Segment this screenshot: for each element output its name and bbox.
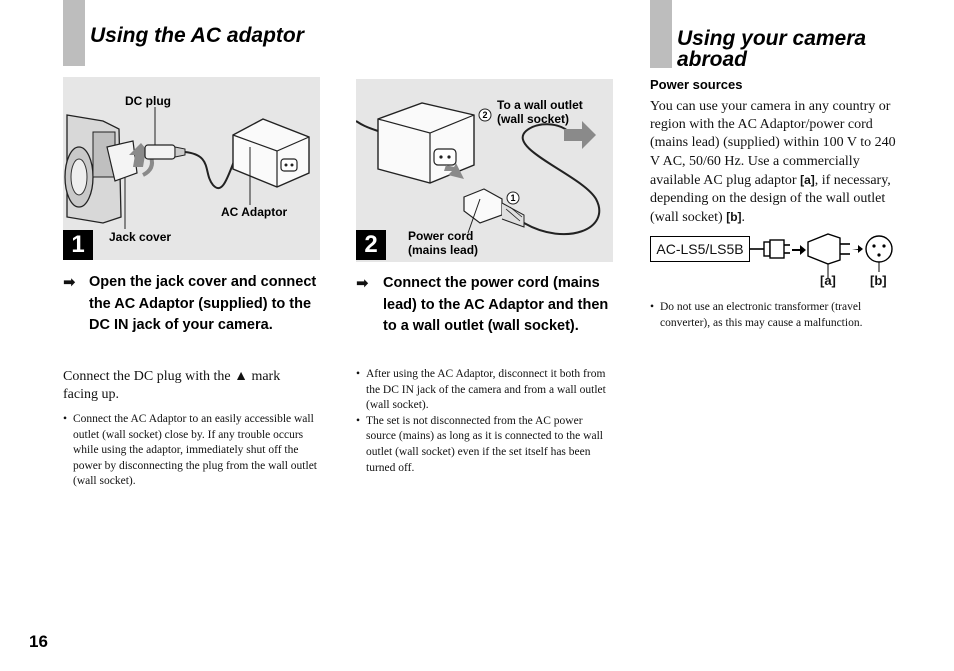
list-item: • Do not use an electronic transformer (travel converter), as this may cause a malfunction. [650,300,900,331]
jack-cover-label: Jack cover [109,230,172,244]
power-sources-paragraph: You can use your camera in any country or region with the AC Adaptor/power cord (mains lead) (supplied) within 100 V to 240 V AC, 50/60 Hz. Use a commercially available AC plug adaptor [a], if necessary, depending on the design of the wall outlet (wall socket) [b]. [650,99,896,226]
power-cord-label: Power cord (mains lead) [408,229,479,257]
step2-figure [356,79,613,262]
right-title-bar [650,0,672,68]
page-number: 16 [29,632,48,651]
dc-plug-label: DC plug [125,94,171,108]
step1-bullet-list [63,412,323,490]
step2-arrow-icon: ➡ [356,274,369,292]
list-item: • The set is not disconnected from the AC power source (mains) as long as it is connected to the wall outlet (wall socket) even if the set itself has been turned off. [356,414,614,476]
step1-note: Connect the DC plug with the ▲ mark facing up. [63,369,281,403]
model-label-box: AC-LS5/LS5B [650,236,750,262]
left-title-bar [63,0,85,66]
step1-instruction: Open the jack cover and connect the AC Adaptor (supplied) to the DC IN jack of your camera. [89,274,317,333]
ref-b: [b] [726,210,742,225]
right-section-title: Using your camera abroad [677,27,867,71]
step1-arrow-icon: ➡ [63,273,76,291]
right-bullet-list [650,300,900,331]
list-item: • After using the AC Adaptor, disconnect it both from the DC IN jack of the camera and from a wall outlet (wall socket). [356,367,614,414]
step2-badge: 2 [356,230,386,260]
marker-2: 2 [482,110,488,120]
plug-adaptor-diagram [750,228,900,278]
camera-adaptor-illustration [63,77,320,260]
left-section-title: Using the AC adaptor [90,24,304,47]
label-a: [a] [820,273,836,288]
wall-outlet-label: To a wall outlet (wall socket) [497,98,583,126]
step1-figure [63,77,320,260]
step2-bullet-list [356,367,614,476]
label-b: [b] [870,273,887,288]
power-sources-heading: Power sources [650,77,743,92]
step1-badge: 1 [63,230,93,260]
step2-instruction: Connect the power cord (mains lead) to the AC Adaptor and then to a wall outlet (wall socket). [383,275,609,334]
ac-adaptor-label: AC Adaptor [221,205,288,219]
marker-1: 1 [510,193,516,203]
ref-a: [a] [800,172,815,187]
list-item: • Connect the AC Adaptor to an easily accessible wall outlet (wall socket) close by. If any trouble occurs while using the adaptor, immediately shut off the power by disconnecting the plug from the wall outlet (wall socket). [63,412,323,490]
